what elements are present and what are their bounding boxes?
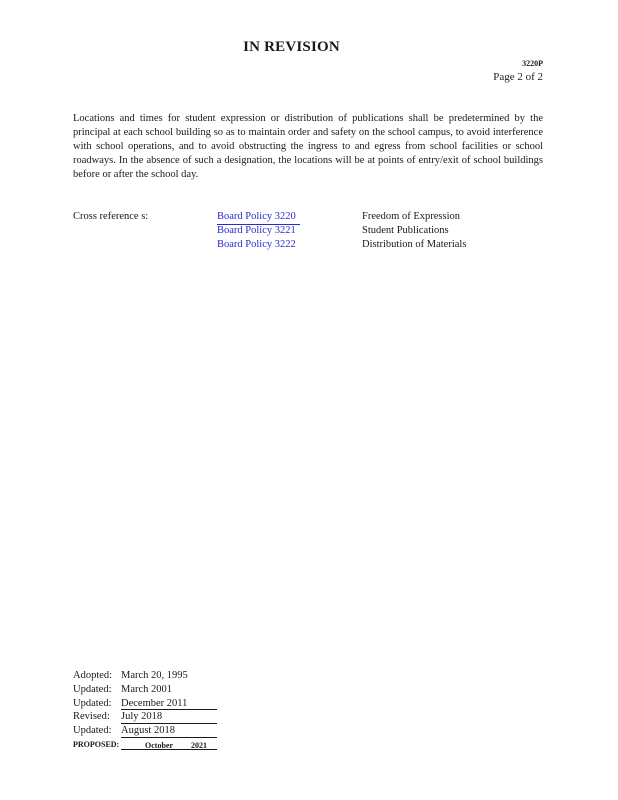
policy-link-3221[interactable]: Board Policy 3221 [217, 225, 296, 236]
policy-description: Distribution of Materials [362, 239, 467, 250]
history-date: March 20, 1995 [121, 670, 188, 681]
history-row-proposed [73, 738, 223, 752]
history-label: Revised: [73, 711, 110, 723]
proposed-date [121, 739, 217, 750]
page-title: IN REVISION [243, 39, 340, 55]
history-date: July 2018 [121, 710, 217, 724]
history-row [73, 724, 223, 738]
history-label: Updated: [73, 725, 112, 737]
history-date: December 2011 [121, 697, 217, 711]
history-date: August 2018 [121, 724, 217, 738]
cross-reference-label: Cross reference s: [73, 211, 149, 222]
history-date: March 2001 [121, 683, 173, 695]
history-row [73, 710, 223, 724]
history-row [73, 683, 223, 697]
proposed-label: PROPOSED: [73, 739, 120, 749]
policy-link-3222[interactable]: Board Policy 3222 [217, 239, 296, 250]
policy-link-3220[interactable]: Board Policy 3220 [217, 210, 300, 225]
cross-reference-row [217, 210, 553, 224]
policy-description: Student Publications [362, 225, 449, 236]
policy-description: Freedom of Expression [362, 211, 460, 222]
history-label: Adopted: [73, 670, 113, 681]
cross-reference-row [217, 238, 553, 252]
page-number: Page 2 of 2 [493, 71, 543, 83]
history-row [73, 669, 223, 683]
policy-code: 3220P [522, 59, 543, 68]
policy-paragraph: Locations and times for student expression or distribution of publications shall be predetermined by the principal at each school building so as to maintain order and safety on the school campus, to avoid interference with school operations, and to avoid obstructing the ingress to and egress from school facilities or school roadways. In the absence of such a designation, the locations will be at points of entry/exit of school buildings before or after the school day. [73, 113, 543, 180]
history-row [73, 697, 223, 711]
proposed-year: 2021 [191, 740, 207, 750]
history-label: Updated: [73, 697, 112, 709]
cross-reference-list [217, 210, 553, 252]
proposed-month: October [145, 740, 173, 750]
history-label: Updated: [73, 683, 112, 695]
revision-history [73, 669, 223, 752]
cross-reference-row [217, 224, 553, 238]
